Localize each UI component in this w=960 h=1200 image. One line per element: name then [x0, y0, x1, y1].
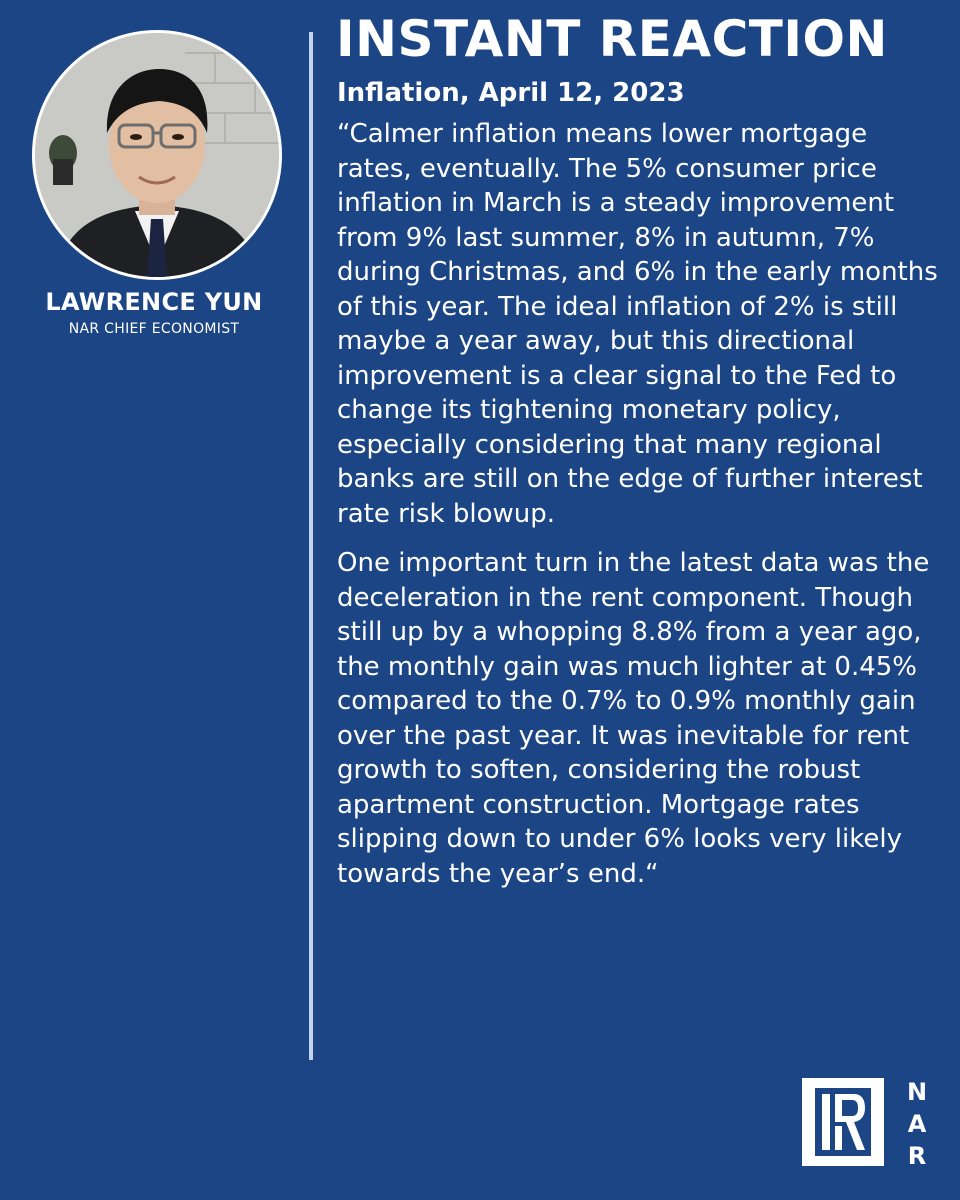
vertical-divider	[309, 32, 313, 1060]
quote-paragraph: “Calmer inflation means lower mortgage rates, eventually. The 5% consumer price inflation in March is a steady improvement from 9% last summer, 8% in autumn, 7% during Christmas, and 6% in the early months of this year. The ideal inflation of 2% is still maybe a year away, but this directional improvement is a clear signal to the Fed to change its tightening monetary policy, especially considering that many regional banks are still on the edge of further interest rate risk blowup.	[337, 119, 938, 529]
speaker-name: LAWRENCE YUN	[45, 288, 263, 316]
nar-letter: R	[907, 1142, 927, 1170]
quote-body	[337, 117, 943, 906]
speaker-portrait	[32, 30, 282, 280]
page-subtitle: Inflation, April 12, 2023	[337, 78, 685, 108]
quote-paragraph: One important turn in the latest data was the deceleration in the rent component. Though still up by a whopping 8.8% from a year ago, the monthly gain was much lighter at 0.45% compared to the 0.7% to 0.9% monthly gain over the past year. It was inevitable for rent growth to soften, considering the robust apartment construction. Mortgage rates slipping down to under 6% looks very likely towards the year’s end.“	[337, 548, 930, 889]
speaker-role: NAR CHIEF ECONOMIST	[68, 321, 240, 337]
nar-letter: N	[906, 1078, 928, 1106]
page-title: INSTANT REACTION	[336, 10, 888, 68]
nar-letter: A	[907, 1110, 927, 1138]
realtor-r-logo-icon	[802, 1078, 884, 1166]
